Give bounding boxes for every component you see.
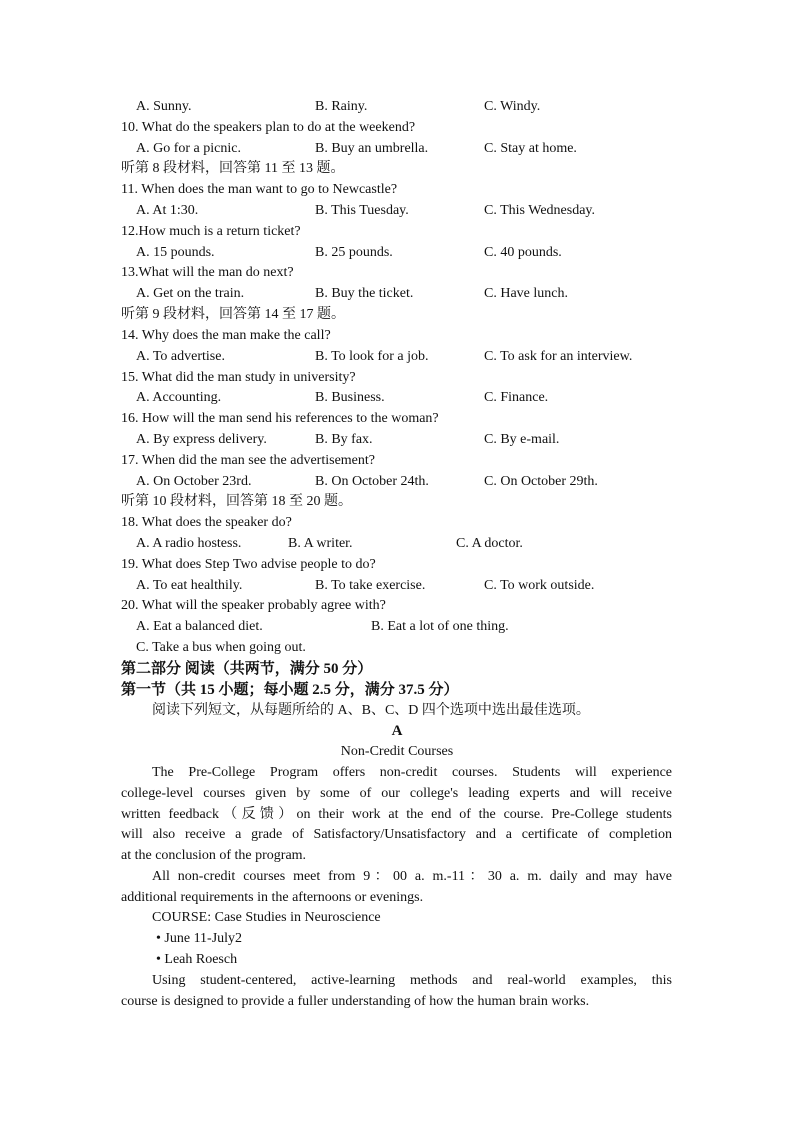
q19-option-a: A. To eat healthily.: [136, 578, 243, 593]
q16-option-b: B. By fax.: [315, 432, 373, 447]
q20-option-c: C. Take a bus when going out.: [136, 640, 306, 655]
q14-option-c: C. To ask for an interview.: [484, 349, 633, 364]
q13-option-c: C. Have lunch.: [484, 286, 568, 301]
q13-option-a: A. Get on the train.: [136, 286, 245, 301]
q10-option-c: C. Stay at home.: [484, 141, 577, 156]
q9-option-c: C. Windy.: [484, 99, 541, 114]
q12-option-c: C. 40 pounds.: [484, 245, 562, 260]
part-two-heading: 第二部分 阅读（共两节，满分 50 分）: [121, 661, 373, 677]
paragraph-1-line-4: will also receive a grade of Satisfactory/Unsatisfactory and a certificate of completion: [121, 827, 672, 842]
q19-option-c: C. To work outside.: [484, 578, 595, 593]
q15-option-a: A. Accounting.: [136, 390, 222, 405]
q17-question: 17. When did the man see the advertisement?: [121, 453, 375, 468]
q18-option-b: B. A writer.: [288, 536, 353, 551]
q12-question: 12.How much is a return ticket?: [121, 224, 301, 239]
paragraph-3-line-2: course is designed to provide a fuller understanding of how the human brain works.: [121, 994, 590, 1009]
q20-question: 20. What will the speaker probably agree with?: [121, 598, 386, 613]
q14-question: 14. Why does the man make the call?: [121, 328, 331, 343]
q20-option-b: B. Eat a lot of one thing.: [371, 619, 509, 634]
q16-option-c: C. By e-mail.: [484, 432, 560, 447]
q14-option-a: A. To advertise.: [136, 349, 225, 364]
section-one-heading: 第一节（共 15 小题；每小题 2.5 分，满分 37.5 分）: [121, 682, 459, 698]
q15-question: 15. What did the man study in university?: [121, 370, 356, 385]
q12-option-b: B. 25 pounds.: [315, 245, 393, 260]
q19-option-b: B. To take exercise.: [315, 578, 426, 593]
paragraph-1-line-1: The Pre-College Program offers non-credit courses. Students will experience: [152, 765, 672, 780]
paragraph-1-line-2: college-level courses given by some of our college's leading experts and will receive: [121, 786, 672, 801]
paragraph-1-line-5: at the conclusion of the program.: [121, 848, 307, 863]
q11-option-b: B. This Tuesday.: [315, 203, 409, 218]
q19-question: 19. What does Step Two advise people to do?: [121, 557, 376, 572]
q18-option-a: A. A radio hostess.: [136, 536, 242, 551]
q13-question: 13.What will the man do next?: [121, 265, 294, 280]
q16-option-a: A. By express delivery.: [136, 432, 267, 447]
q15-option-b: B. Business.: [315, 390, 385, 405]
q11-option-a: A. At 1:30.: [136, 203, 199, 218]
passage-title: Non-Credit Courses: [340, 744, 454, 759]
instruction-9: 听第 9 段材料，回答第 14 至 17 题。: [121, 307, 345, 322]
q10-question: 10. What do the speakers plan to do at the weekend?: [121, 120, 416, 135]
paragraph-2-line-2: additional requirements in the afternoons or evenings.: [121, 890, 424, 905]
q15-option-c: C. Finance.: [484, 390, 549, 405]
q11-option-c: C. This Wednesday.: [484, 203, 595, 218]
course-instructor: • Leah Roesch: [156, 952, 238, 967]
q16-question: 16. How will the man send his references to the woman?: [121, 411, 439, 426]
course-title: COURSE: Case Studies in Neuroscience: [152, 910, 381, 925]
q14-option-b: B. To look for a job.: [315, 349, 429, 364]
q12-option-a: A. 15 pounds.: [136, 245, 215, 260]
q11-question: 11. When does the man want to go to Newcastle?: [121, 182, 398, 197]
passage-letter: A: [391, 723, 403, 739]
q9-option-a: A. Sunny.: [136, 99, 192, 114]
q17-option-a: A. On October 23rd.: [136, 474, 252, 489]
paragraph-3-line-1: Using student-centered, active-learning methods and real-world examples, this: [152, 973, 672, 988]
q9-option-b: B. Rainy.: [315, 99, 368, 114]
reading-directions: 阅读下列短文，从每题所给的 A、B、C、D 四个选项中选出最佳选项。: [152, 703, 590, 718]
q20-option-a: A. Eat a balanced diet.: [136, 619, 263, 634]
q18-option-c: C. A doctor.: [456, 536, 523, 551]
paragraph-1-line-3: written feedback（反馈）on their work at the end of the course. Pre-College students: [121, 807, 672, 822]
course-dates: • June 11-July2: [156, 931, 243, 946]
q18-question: 18. What does the speaker do?: [121, 515, 292, 530]
q17-option-b: B. On October 24th.: [315, 474, 429, 489]
paragraph-2-line-1: All non-credit courses meet from 9：00 a. m.-11：30 a. m. daily and may have: [152, 869, 672, 884]
instruction-8: 听第 8 段材料，回答第 11 至 13 题。: [121, 161, 345, 176]
q17-option-c: C. On October 29th.: [484, 474, 598, 489]
instruction-10: 听第 10 段材料，回答第 18 至 20 题。: [121, 494, 352, 509]
q10-option-b: B. Buy an umbrella.: [315, 141, 429, 156]
q13-option-b: B. Buy the ticket.: [315, 286, 414, 301]
q10-option-a: A. Go for a picnic.: [136, 141, 241, 156]
